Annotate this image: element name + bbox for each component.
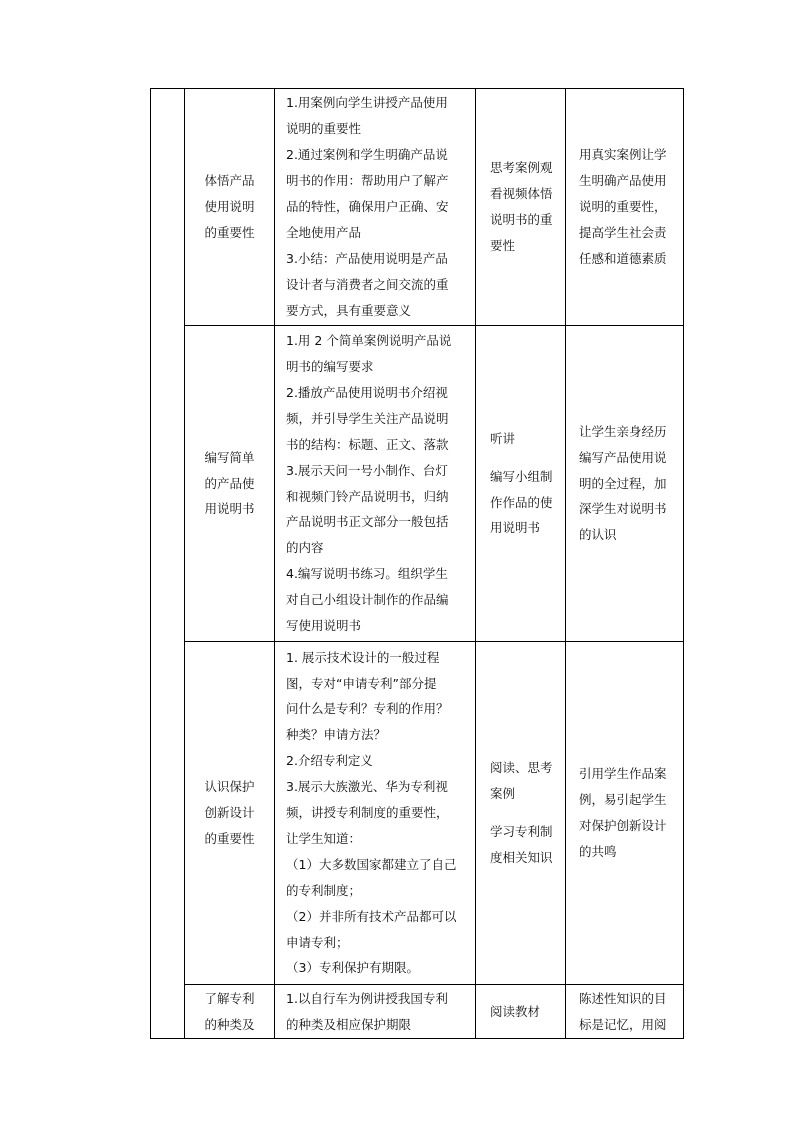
student-activity-cell <box>476 89 565 325</box>
teacher-step: （1）大多数国家都建立了自己 的专利制度； <box>286 856 457 898</box>
student-step: 阅读、思考 案例 <box>490 760 553 802</box>
student-activity-cell <box>476 326 565 641</box>
teacher-step: 2.介绍专利定义 <box>286 753 373 769</box>
teacher-activity-cell <box>275 642 475 984</box>
table-row <box>185 642 274 984</box>
student-activity-cell <box>476 985 565 1038</box>
design-intent-text: 让学生亲身经历 编写产品使用说 明的全过程，加 深学生对说明书 的认识 <box>579 423 667 543</box>
student-step: 编写小组制 作作品的使 用说明书 <box>490 468 553 536</box>
teacher-step: 1.以自行车为例讲授我国专利 的种类及相应保护期限 <box>286 990 448 1032</box>
teacher-activity-cell <box>275 89 475 325</box>
teacher-activity-cell <box>275 326 475 641</box>
design-intent-text: 陈述性知识的目 标是记忆，用阅 <box>579 990 667 1032</box>
table-border-left <box>150 88 151 1039</box>
teacher-step: （2）并非所有技术产品都可以 申请专利； <box>286 908 457 950</box>
topic-cell: 编写简单 的产品使 用说明书 <box>204 449 255 517</box>
topic-cell: 了解专利 的种类及 <box>204 990 255 1032</box>
teacher-step: 2.通过案例和学生明确产品说 明书的作用：帮助用户了解产 品的特性，确保用户正确、安 全地使用产品 <box>286 147 449 240</box>
lesson-plan-table <box>150 88 684 1039</box>
teacher-step: 1.用案例向学生讲授产品使用 说明的重要性 <box>286 95 448 137</box>
teacher-step: 3.展示大族激光、华为专利视 频，讲授专利制度的重要性， 让学生知道： <box>286 779 449 846</box>
student-step: 思考案例观 看视频体悟 说明书的重 要性 <box>490 160 553 253</box>
student-step: 学习专利制 度相关知识 <box>490 824 553 865</box>
design-intent-text: 用真实案例让学 生明确产品使用 说明的重要性， 提高学生社会责 任感和道德素质 <box>579 147 667 266</box>
design-intent-cell <box>566 326 683 641</box>
design-intent-cell <box>566 985 683 1038</box>
student-step: 听讲 <box>490 430 516 446</box>
table-row <box>185 326 274 641</box>
design-intent-cell <box>566 642 683 984</box>
teacher-activity-cell <box>275 985 475 1038</box>
design-intent-cell <box>566 89 683 325</box>
student-activity-cell <box>476 642 565 984</box>
table-border-right <box>683 88 684 1039</box>
teacher-step: 2.播放产品使用说明书介绍视 频，并引导学生关注产品说明 书的结构：标题、正文、落款 <box>286 384 449 452</box>
teacher-step: 3.小结：产品使用说明是产品 设计者与消费者之间交流的重 要方式，具有重要意义 <box>286 250 449 318</box>
design-intent-text: 引用学生作品案 例，易引起学生 对保护创新设计 的共鸣 <box>579 766 667 859</box>
teacher-step: 1. 展示技术设计的一般过程 图，专对“申请专利”部分提 问什么是专利？专利的作用？ 种类？申请方法？ <box>286 649 449 743</box>
table-row <box>185 89 274 325</box>
teacher-step: 3.展示天问一号小制作、台灯 和视频门铃产品说明书，归纳 产品说明书正文部分一般包括 的内容 <box>286 462 449 556</box>
topic-cell: 认识保护 创新设计 的重要性 <box>204 779 255 846</box>
topic-cell: 体悟产品 使用说明 的重要性 <box>204 173 255 240</box>
table-row <box>185 985 274 1038</box>
teacher-step: （3）专利保护有期限。 <box>286 960 419 976</box>
teacher-step: 4.编写说明书练习。组织学生 对自己小组设计制作的作品编 写使用说明书 <box>286 566 449 634</box>
student-step: 阅读教材 <box>490 1003 541 1019</box>
teacher-step: 1.用 2 个简单案例说明产品说 明书的编写要求 <box>286 333 452 374</box>
table-border-bottom <box>150 1038 684 1039</box>
